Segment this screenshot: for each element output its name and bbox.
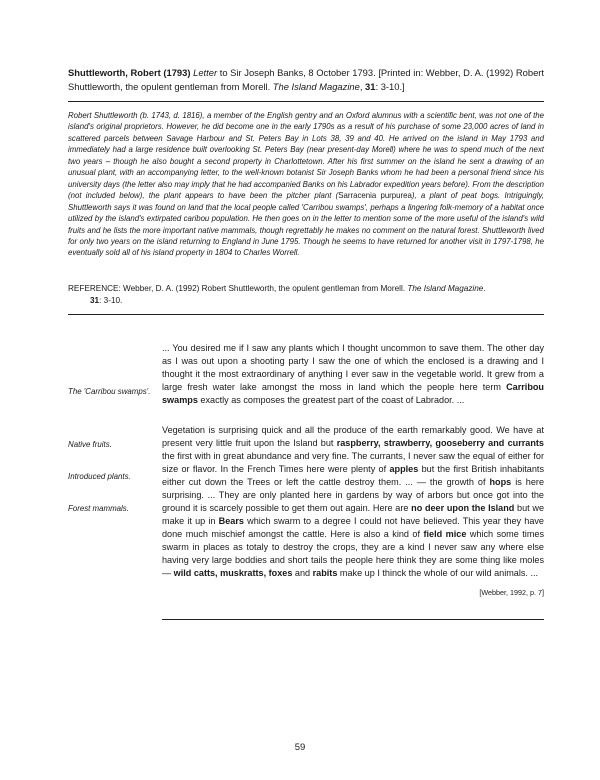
intro-species: Sarracenia purpurea: [338, 191, 412, 201]
p2-text: Vegetation is surprising quick and all the produce of the earth remarkably good. We have at present very little fruit upon the Island but: [162, 425, 544, 448]
p2-text: but we make it up in: [162, 503, 545, 526]
p2-bold: hops: [489, 477, 512, 487]
intro-text-1: Robert Shuttleworth (b. 1743, d. 1816), a member of the English gentry and an Oxford alumnus with a scientific bent, was not one of the island's original proprietors. However, he did become one in the early 1790s as a result of his purchase of some 23,000 acres of land in scattered parcels between Savage Harbour and St. Peters Bay in Lots 38, 39 and 40. He arrived on the island in May 1793 and immediately had a large residence built overlooking St. Peters Bay (near present-day Morell) where he was to spend much of the next two years – though he also bought a second property in Charlottetown. After his first summer on the island he sent a drawing of an unusual plant, with an accompanying letter, to the well-known botanist Sir Joseph Banks whom he had been a personal friend since his university days (the letter also may imply that he had accompanied Banks on his Labrador expedition years before). From the description (not included below), the plant appears to have been the pitcher plant (: [68, 111, 544, 201]
intro-paragraph: [68, 110, 544, 259]
p2-text: and: [292, 568, 313, 578]
document-type: Letter: [193, 67, 218, 78]
journal-volume: 31: [365, 81, 376, 92]
side-note-mammals: Forest mammals.: [68, 504, 129, 513]
p2-bold: wild catts, muskratts, foxes: [173, 568, 293, 578]
reference-pages: : 3-10.: [99, 295, 123, 305]
quote-citation: [Webber, 1992, p. 7]: [479, 588, 544, 597]
p2-bold: Bears: [218, 516, 244, 526]
p2-bold: apples: [389, 464, 419, 474]
reference-prefix: REFERENCE: Webber, D. A. (1992) Robert Shuttleworth, the opulent gentleman from Morell.: [68, 284, 408, 293]
p2-bold: field mice: [423, 529, 467, 539]
top-divider: [68, 101, 544, 102]
p2-bold: rabits: [312, 568, 338, 578]
author-heading: Shuttleworth, Robert (1793): [68, 67, 191, 78]
letter-paragraph-2: [162, 424, 544, 580]
page-number: 59: [294, 742, 306, 753]
letter-paragraph-1: [162, 342, 544, 407]
middle-divider: [68, 314, 544, 315]
side-note-fruits: Native fruits.: [68, 440, 112, 449]
p1-text: ... You desired me if I saw any plants which I thought uncommon to save them. The other day as I was out upon a shooting party I saw the one of which the enclosed is a drawing and I thought it the most extraordinary of anything I ever saw in the vegetable world. It grew from a large fresh water lake amongst the moss in land which the people here term: [162, 343, 544, 392]
journal-pages: : 3-10.]: [375, 81, 405, 92]
intro-text-2: ), a plant of peat bogs. Intriguingly, Shuttleworth says it was found on land that the local people called 'Carribou swamps', perhaps a lingering folk-memory of a habitat once utilized by the island's extirpated caribou population. He then goes on in the letter to mention some of the more useful of the island's wild fruits and he lists the more important native mammals, though regrettably he makes no comment on the natural forest. Shuttleworth lived for only two years on the island returning to England in June 1795. Though he seems to have returned for another visit in 1797-1798, he eventually sold all of his island property in 1804 to Charles Worrell.: [68, 191, 545, 258]
journal-name: The Island Magazine: [272, 81, 360, 92]
entry-header: [68, 66, 544, 94]
side-note-introduced: Introduced plants.: [68, 472, 131, 481]
p2-text: which swarm to a degree I could not have believed. This year they have done much mischief amongst the cattle. Here is also a kind of: [162, 516, 544, 539]
bottom-divider: [162, 619, 544, 620]
p2-text: the first with in great abundance and very fine. The currants, I never saw the equal of either for size or flavor. In the French Times here were plenty of: [162, 451, 544, 474]
reference-journal: The Island Magazine: [407, 284, 484, 293]
p2-text: which some times swarm in places as totaly to destroy the crops, they are a kind I never saw any where else having very large boddies and short tails the people here think they are some thing like moles —: [162, 529, 545, 578]
p1-text: exactly as composes the greatest part of the coast of Labrador. ...: [197, 395, 465, 405]
p1-bold: Carribou swamps: [162, 382, 544, 405]
reference-separator: .: [483, 284, 486, 293]
reference-volume: 31: [90, 295, 100, 305]
side-note-carribou: The 'Carribou swamps'.: [68, 387, 151, 396]
journal-separator: ,: [359, 81, 366, 92]
p2-bold: raspberry, strawberry, gooseberry and currants: [336, 438, 544, 448]
p2-text: is here surprising. ... They are only planted here in gardens by way of arbors but once got into the ground it is scarcely possible to get them out again. Here are: [162, 477, 545, 513]
p2-text: make up I thinck the whole of our wild animals. ...: [337, 568, 539, 578]
document-citation: to Sir Joseph Banks, 8 October 1793. [Printed in: Webber, D. A. (1992) Robert Shuttleworth, the opulent gentleman from Morell.: [68, 67, 545, 92]
reference-block: [68, 283, 544, 306]
p2-text: but the first British inhabitants either cut down the Trees or left the cattle destroy them. ... — the growth of: [162, 464, 544, 487]
p2-bold: no deer upon the Island: [411, 503, 515, 513]
